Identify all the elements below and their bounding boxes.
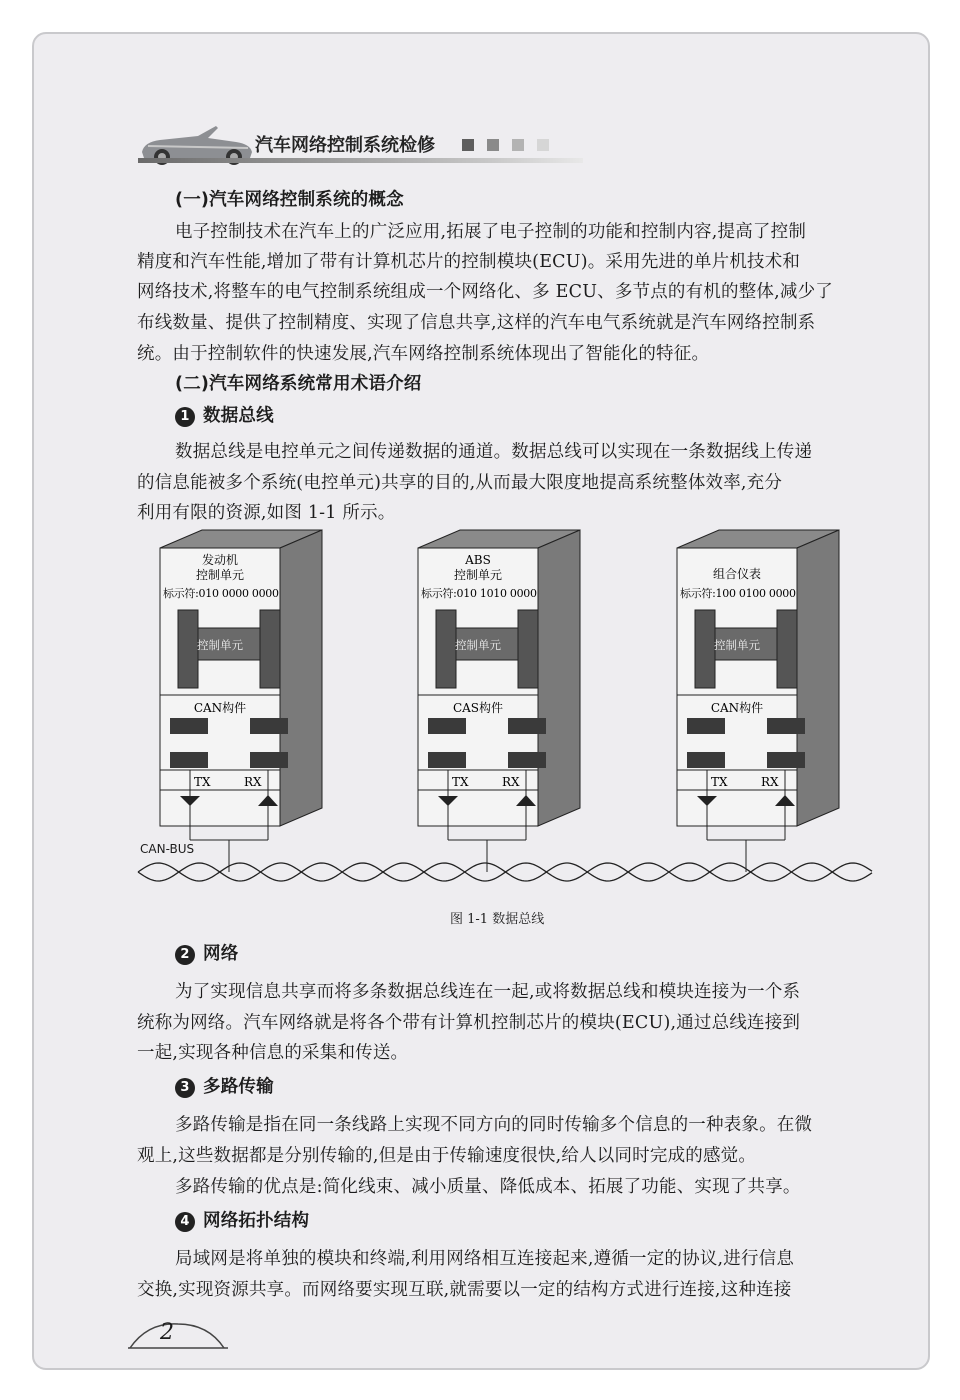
bus-label: CAN-BUS [140,842,195,856]
can-block [170,718,208,734]
can-block [428,718,466,734]
can-component-label: CAN构件 [193,701,247,715]
paragraph-line: 的信息能被多个系统(电控单元)共享的目的,从而最大限度地提高系统整体效率,充分 [137,473,783,493]
ecu-name: 发动机 [201,553,239,567]
tx-label: TX [452,775,469,789]
paragraph-line: 布线数量、提供了控制精度、实现了信息共享,这样的汽车电气系统就是汽车网络控制系 [137,313,816,333]
box-side [797,530,839,826]
paragraph-line: 统。由于控制软件的快速发展,汽车网络控制系统体现出了智能化的特征。 [137,344,710,364]
page-number: 2 [160,1320,174,1345]
controller-bar [260,610,280,688]
can-component-label: CAN构件 [710,701,764,715]
controller-bar [178,610,198,688]
term-title: 网络 [203,944,239,964]
paragraph-line: 多路传输是指在同一条线路上实现不同方向的同时传输多个信息的一种表象。在微 [175,1115,813,1135]
identifier: 标示符:010 0000 0000 [163,587,279,600]
rx-label: RX [502,775,520,789]
can-block [250,752,288,768]
can-block [250,718,288,734]
controller-label: 控制单元 [197,638,243,652]
term-title: 多路传输 [203,1077,274,1097]
can-block [428,752,466,768]
identifier: 标示符:010 1010 0000 [421,587,537,600]
box-side [280,530,322,826]
box-side [538,530,580,826]
paragraph-line: 局域网是将单独的模块和终端,利用网络相互连接起来,遵循一定的协议,进行信息 [175,1249,795,1269]
can-block [687,752,725,768]
identifier: 标示符:100 0100 0000 [680,587,796,600]
can-block [508,718,546,734]
ecu-name: 控制单元 [453,568,503,582]
controller-bar [518,610,538,688]
term-title: 网络拓扑结构 [203,1211,310,1231]
paragraph-line: 一起,实现各种信息的采集和传送。 [137,1043,409,1063]
paragraph-line: 交换,实现资源共享。而网络要实现互联,就需要以一定的结构方式进行连接,这种连接 [137,1280,792,1300]
term-heading [175,940,238,965]
paragraph-line: 为了实现信息共享而将多条数据总线连在一起,或将数据总线和模块连接为一个系 [175,982,801,1002]
paragraph-line: 数据总线是电控单元之间传递数据的通道。数据总线可以实现在一条数据线上传递 [175,442,813,462]
paragraph-line: 统称为网络。汽车网络就是将各个带有计算机控制芯片的模块(ECU),通过总线连接到 [137,1013,801,1033]
number-badge: 4 [175,1212,195,1232]
controller-bar [777,610,797,688]
can-block [508,752,546,768]
can-block [767,752,805,768]
can-component-label: CAS构件 [452,701,504,715]
controller-label: 控制单元 [714,638,760,652]
can-block [687,718,725,734]
number-badge: 1 [175,407,195,427]
can-block [170,752,208,768]
section-heading: (一)汽车网络控制系统的概念 [175,190,404,210]
paragraph-line: 网络技术,将整车的电气控制系统组成一个网络化、多 ECU、多节点的有机的整体,减少了 [137,282,833,302]
paragraph-line: 电子控制技术在汽车上的广泛应用,拓展了电子控制的功能和控制内容,提高了控制 [175,222,807,242]
rx-label: RX [761,775,779,789]
controller-bar [436,610,456,688]
figure-caption: 图 1-1 数据总线 [450,912,545,927]
rx-label: RX [244,775,262,789]
term-heading [175,1207,309,1232]
running-header-title: 汽车网络控制系统检修 [255,135,435,156]
number-badge: 3 [175,1078,195,1098]
tx-label: TX [194,775,211,789]
section-heading: (二)汽车网络系统常用术语介绍 [175,374,422,394]
ecu-name: ABS [465,553,491,567]
paragraph-line: 观上,这些数据都是分别传输的,但是由于传输速度很快,给人以同时完成的感觉。 [137,1146,757,1166]
paragraph-line: 利用有限的资源,如图 1-1 所示。 [137,503,396,523]
paragraph-line: 精度和汽车性能,增加了带有计算机芯片的控制模块(ECU)。采用先进的单片机技术和 [137,252,801,272]
controller-bar [695,610,715,688]
paragraph-line: 多路传输的优点是:简化线束、减小质量、降低成本、拓展了功能、实现了共享。 [175,1177,801,1197]
term-title: 数据总线 [203,406,274,426]
tx-label: TX [711,775,728,789]
number-badge: 2 [175,945,195,965]
controller-label: 控制单元 [455,638,501,652]
term-heading [175,1073,274,1098]
page-number-badge [128,1318,228,1358]
can-block [767,718,805,734]
ecu-name: 组合仪表 [712,567,762,581]
ecu-name: 控制单元 [195,568,245,582]
